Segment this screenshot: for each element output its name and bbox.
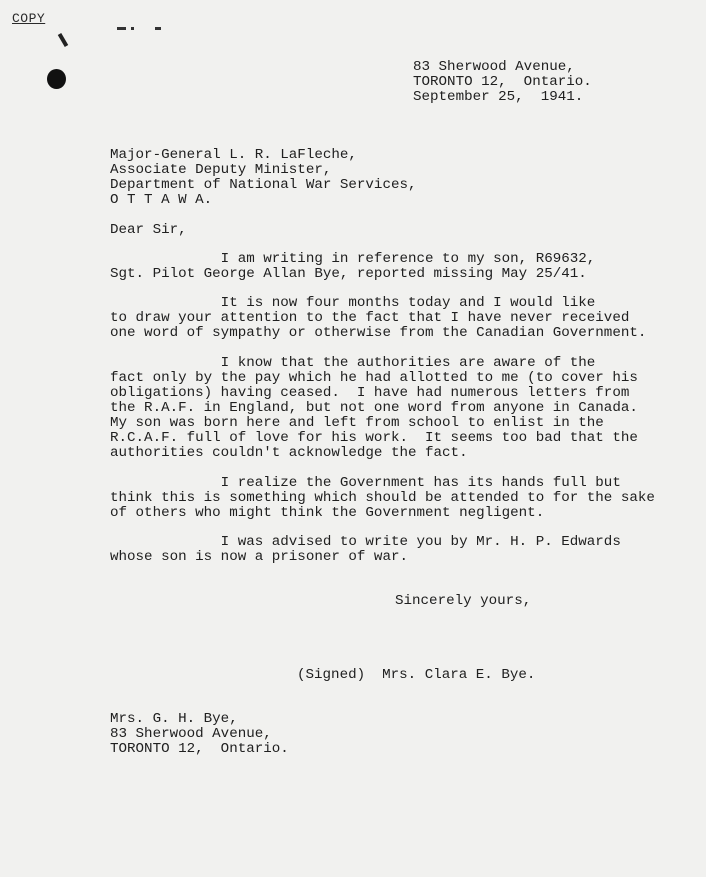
body-line: Sgt. Pilot George Allan Bye, reported missing May 25/41.: [110, 266, 587, 282]
closing: Sincerely yours,: [395, 593, 532, 609]
body-line: I was advised to write you by Mr. H. P. Edwards: [110, 534, 621, 550]
body-line: authorities couldn't acknowledge the fact.: [110, 445, 468, 461]
body-line: think this is something which should be attended to for the sake: [110, 490, 655, 506]
body-line: R.C.A.F. full of love for his work. It seems too bad that the: [110, 430, 638, 446]
body-line: of others who might think the Government negligent.: [110, 505, 545, 521]
return-city: TORONTO 12, Ontario.: [110, 741, 289, 757]
letter-date: September 25, 1941.: [413, 89, 584, 105]
body-line: My son was born here and left from school to enlist in the: [110, 415, 604, 431]
body-line: one word of sympathy or otherwise from the Canadian Government.: [110, 325, 647, 341]
recipient-city: O T T A W A.: [110, 192, 213, 208]
recipient-name: Major-General L. R. LaFleche,: [110, 147, 357, 163]
body-line: It is now four months today and I would like: [110, 295, 596, 311]
body-line: to draw your attention to the fact that I have never received: [110, 310, 630, 326]
sender-street: 83 Sherwood Avenue,: [413, 59, 575, 75]
copy-label: COPY: [12, 11, 46, 26]
body-line: I realize the Government has its hands full but: [110, 475, 621, 491]
body-line: fact only by the pay which he had allotted to me (to cover his: [110, 370, 638, 386]
salutation: Dear Sir,: [110, 222, 187, 238]
recipient-department: Department of National War Services,: [110, 177, 417, 193]
body-line: obligations) having ceased. I have had numerous letters from: [110, 385, 630, 401]
body-line: I am writing in reference to my son, R69632,: [110, 251, 596, 267]
sender-city: TORONTO 12, Ontario.: [413, 74, 592, 90]
body-line: whose son is now a prisoner of war.: [110, 549, 408, 565]
ink-mark-dash: [155, 27, 161, 30]
return-street: 83 Sherwood Avenue,: [110, 726, 272, 742]
ink-mark-dash: [131, 27, 134, 30]
ink-mark-tick: [58, 33, 68, 47]
body-line: I know that the authorities are aware of the: [110, 355, 596, 371]
signature: (Signed) Mrs. Clara E. Bye.: [297, 667, 536, 683]
body-line: the R.A.F. in England, but not one word from anyone in Canada.: [110, 400, 638, 416]
punch-hole-dot: [47, 69, 66, 89]
recipient-title: Associate Deputy Minister,: [110, 162, 332, 178]
ink-mark-dash: [117, 27, 126, 30]
return-name: Mrs. G. H. Bye,: [110, 711, 238, 727]
